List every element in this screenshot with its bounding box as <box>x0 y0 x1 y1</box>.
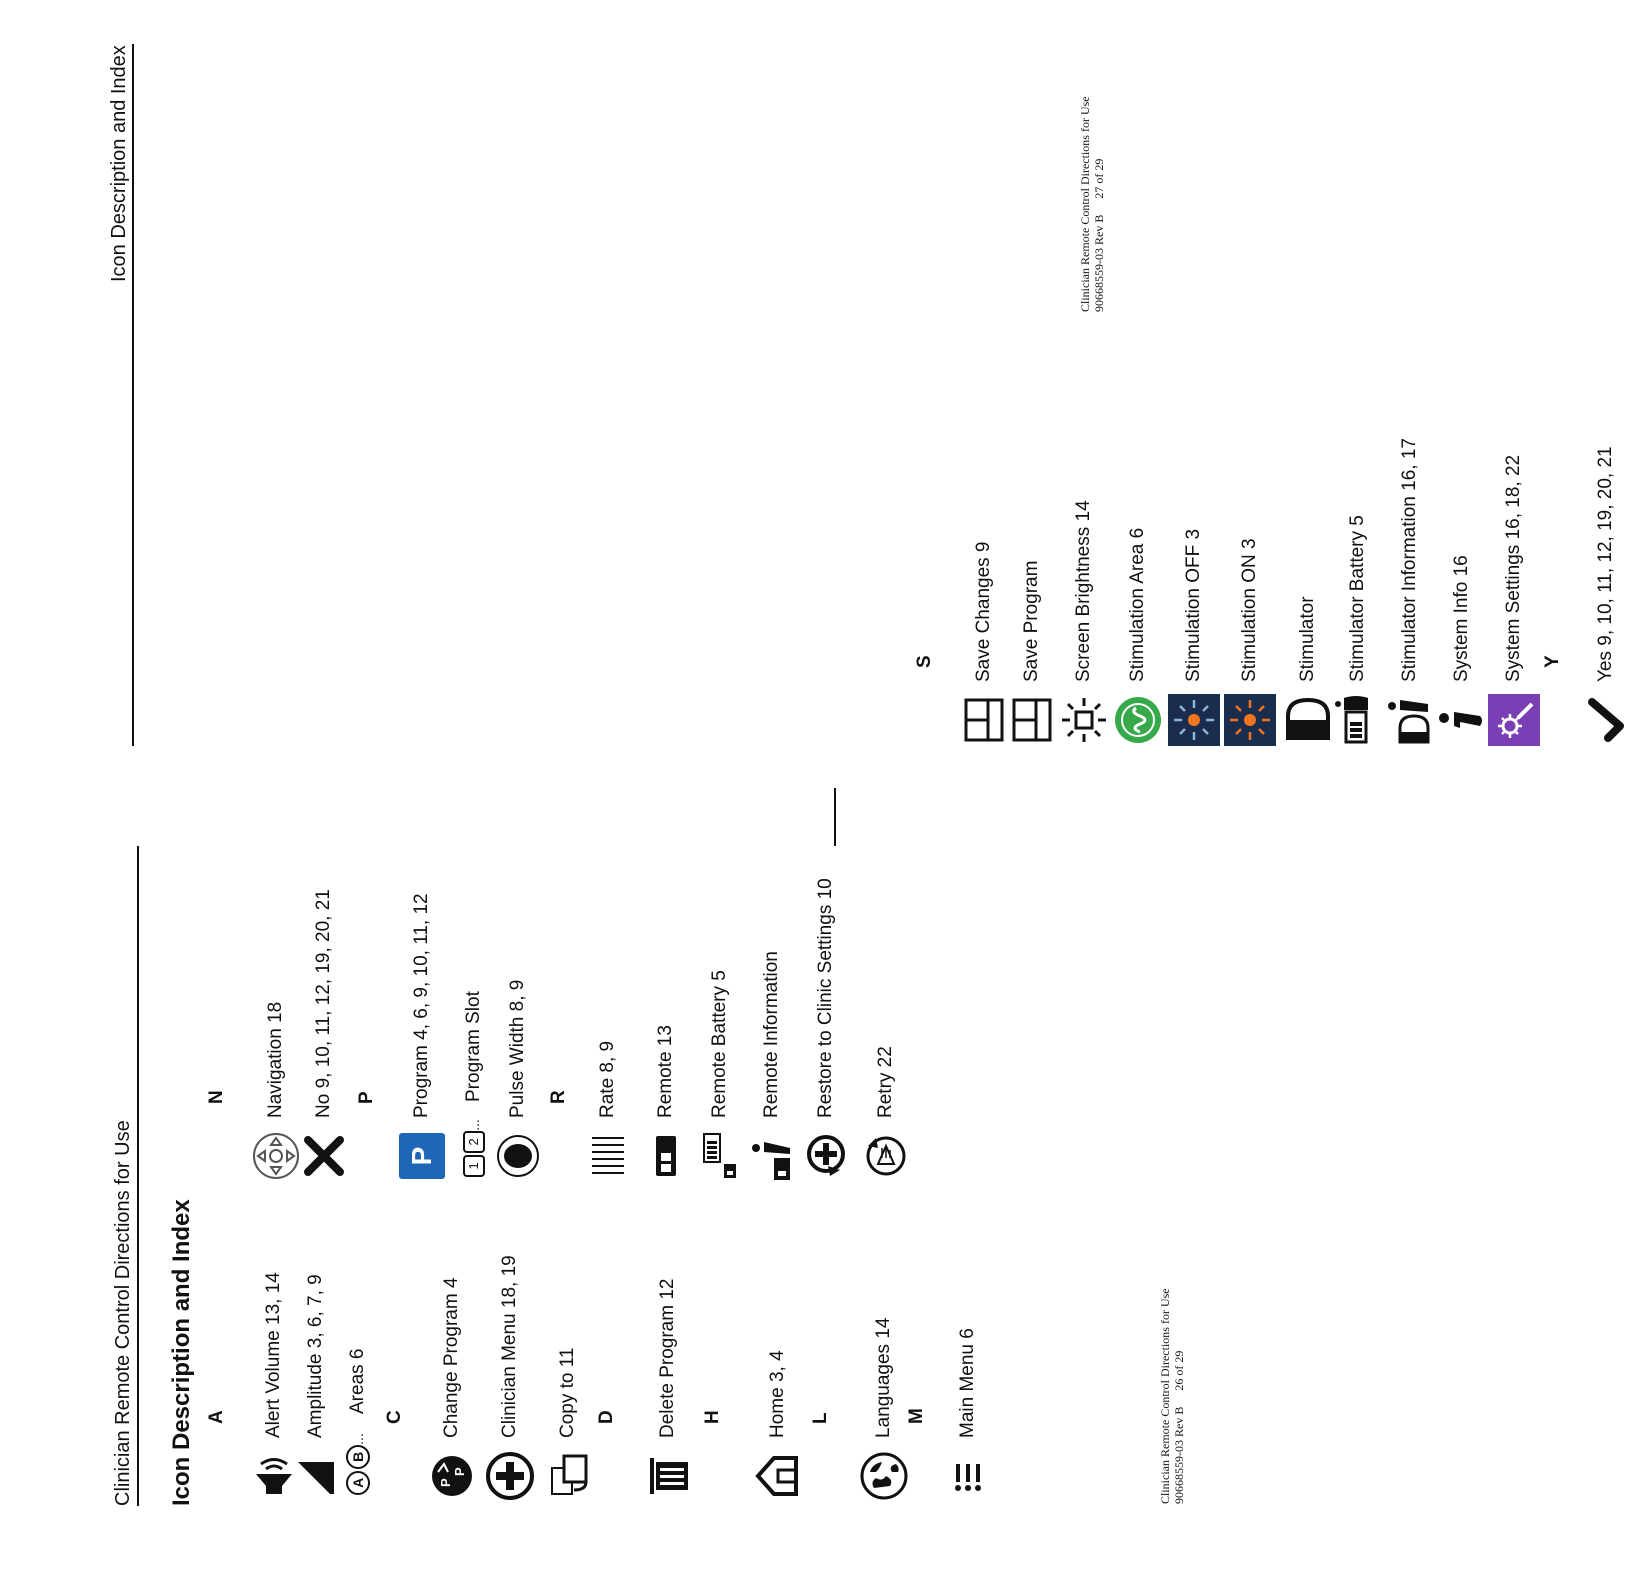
remote-battery-icon <box>694 1128 746 1184</box>
slot-ellipsis: ... <box>466 1119 482 1131</box>
section-letter-s: S <box>914 655 935 668</box>
label-change-program: Change Program 4 <box>441 1277 462 1438</box>
stimulation-area-icon <box>1112 692 1164 748</box>
right-footer <box>1078 96 1106 312</box>
section-letter-c: C <box>384 1410 405 1424</box>
page-heading: Icon Description and Index <box>168 1199 195 1506</box>
program-icon <box>396 1128 448 1184</box>
footer-line-1: Clinician Remote Control Directions for Use <box>1158 1288 1172 1504</box>
section-letter-l: L <box>810 1412 831 1424</box>
pulse-width-icon <box>492 1128 544 1184</box>
label-rate: Rate 8, 9 <box>597 1040 618 1118</box>
page-number: 27 of 29 <box>1092 158 1106 199</box>
entry-restore-clinic <box>800 878 852 1184</box>
globe-icon <box>858 1448 910 1504</box>
label-program: Program 4, 6, 9, 10, 11, 12 <box>411 893 432 1118</box>
label-system-info: System Info 16 <box>1451 555 1472 682</box>
left-footer <box>1158 1288 1186 1504</box>
checkmark-icon <box>1580 692 1632 748</box>
column-rule-left <box>834 788 836 846</box>
label-remote-information: Remote Information <box>761 951 782 1118</box>
footer-line-2 <box>1172 1288 1186 1504</box>
area-a-glyph: A <box>346 1471 370 1495</box>
save-program-icon <box>1006 692 1058 748</box>
doc-number: 90668559-03 Rev B <box>1172 1406 1186 1504</box>
section-letter-a: A <box>206 1410 227 1424</box>
entry-program <box>396 893 448 1184</box>
label-retry: Retry 22 <box>875 1046 896 1118</box>
label-program-slot: Program Slot <box>463 991 484 1102</box>
x-icon <box>298 1128 350 1184</box>
label-alert-volume: Alert Volume 13, 14 <box>263 1272 284 1438</box>
section-letter-y: Y <box>1542 655 1563 668</box>
entry-retry <box>860 1046 912 1184</box>
stimulator-info-icon <box>1384 692 1436 748</box>
settings-icon <box>1488 692 1540 748</box>
label-clinician-menu: Clinician Menu 18, 19 <box>499 1255 520 1438</box>
entry-copy-to <box>542 1348 594 1504</box>
label-main-menu: Main Menu 6 <box>957 1328 978 1438</box>
label-delete-program: Delete Program 12 <box>657 1278 678 1438</box>
rate-icon <box>582 1128 634 1184</box>
header-rule <box>132 44 134 744</box>
remote-info-icon <box>746 1128 798 1184</box>
label-stimulation-off: Stimulation OFF 3 <box>1183 528 1204 682</box>
entry-stimulator-information <box>1384 438 1436 748</box>
label-stimulator-battery: Stimulator Battery 5 <box>1347 515 1368 682</box>
program-badge: P <box>399 1133 445 1179</box>
section-letter-d: D <box>596 1410 617 1424</box>
label-save-program: Save Program <box>1021 560 1042 682</box>
entry-yes <box>1580 446 1632 748</box>
section-letter-p: P <box>356 1091 377 1104</box>
entry-system-info <box>1436 555 1488 748</box>
section-letter-h: H <box>702 1410 723 1424</box>
trash-icon <box>642 1448 694 1504</box>
label-screen-brightness: Screen Brightness 14 <box>1073 500 1094 682</box>
stimulation-off-icon <box>1168 692 1220 748</box>
stimulation-on-icon <box>1224 692 1276 748</box>
areas-icon <box>332 1424 384 1504</box>
entry-delete-program <box>642 1279 694 1504</box>
page-number: 26 of 29 <box>1172 1350 1186 1391</box>
entry-screen-brightness <box>1058 500 1110 748</box>
change-program-icon <box>426 1448 478 1504</box>
section-letter-n: N <box>206 1090 227 1104</box>
brightness-icon <box>1058 692 1110 748</box>
entry-change-program <box>426 1277 478 1504</box>
label-stimulator-information: Stimulator Information 16, 17 <box>1399 438 1420 682</box>
remote-icon <box>640 1128 692 1184</box>
label-stimulation-area: Stimulation Area 6 <box>1127 527 1148 682</box>
footer-line-1: Clinician Remote Control Directions for Use <box>1078 96 1092 312</box>
entry-save-program <box>1006 561 1058 748</box>
entry-stimulation-area <box>1112 528 1164 748</box>
right-page <box>0 0 1563 792</box>
info-icon <box>1436 692 1488 748</box>
label-remote-battery: Remote Battery 5 <box>709 970 730 1118</box>
label-navigation: Navigation 18 <box>265 1001 286 1118</box>
label-languages: Languages 14 <box>873 1317 894 1438</box>
entry-stimulator <box>1282 596 1334 748</box>
entry-remote-battery <box>694 970 746 1184</box>
entry-rate <box>582 1041 634 1184</box>
entry-main-menu <box>942 1328 994 1504</box>
retry-icon <box>860 1128 912 1184</box>
label-copy-to: Copy to 11 <box>557 1347 578 1438</box>
label-save-changes: Save Changes 9 <box>973 541 994 682</box>
right-running-title: Icon Description and Index <box>108 45 130 282</box>
label-stimulation-on: Stimulation ON 3 <box>1239 538 1260 682</box>
label-pulse-width: Pulse Width 8, 9 <box>507 979 528 1118</box>
section-letter-m: M <box>906 1408 927 1424</box>
restore-icon <box>800 1128 852 1184</box>
label-remote: Remote 13 <box>655 1025 676 1118</box>
label-areas: Areas 6 <box>347 1348 368 1414</box>
entry-remote-information <box>746 951 798 1184</box>
header-rule <box>137 846 139 1506</box>
entry-stimulation-on <box>1224 538 1276 748</box>
svg-text:P: P <box>452 1467 467 1476</box>
entry-home <box>752 1350 804 1504</box>
save-changes-icon <box>958 692 1010 748</box>
entry-save-changes <box>958 542 1010 749</box>
label-amplitude: Amplitude 3, 6, 7, 9 <box>305 1274 326 1438</box>
label-system-settings: System Settings 16, 18, 22 <box>1503 454 1524 682</box>
entry-areas <box>332 1349 384 1504</box>
copy-to-icon <box>542 1448 594 1504</box>
area-b-glyph: B <box>346 1445 370 1469</box>
section-letter-r: R <box>548 1090 569 1104</box>
slot-2-glyph: 2 <box>463 1131 485 1153</box>
menu-icon <box>942 1448 994 1504</box>
svg-text:P: P <box>438 1478 453 1487</box>
entry-navigation <box>250 1002 302 1184</box>
stimulator-battery-icon <box>1332 692 1384 748</box>
entry-system-settings <box>1488 455 1540 748</box>
home-icon <box>752 1448 804 1504</box>
entry-stimulator-battery <box>1332 515 1384 748</box>
doc-number: 90668559-03 Rev B <box>1092 214 1106 312</box>
left-page <box>0 792 1224 1584</box>
label-restore-clinic: Restore to Clinic Settings 10 <box>815 878 836 1118</box>
label-no: No 9, 10, 11, 12, 19, 20, 21 <box>313 889 334 1118</box>
label-home: Home 3, 4 <box>767 1350 788 1438</box>
plus-circle-icon <box>484 1448 536 1504</box>
areas-ellipsis: ... <box>350 1433 366 1445</box>
label-stimulator: Stimulator <box>1297 596 1318 682</box>
entry-pulse-width <box>492 980 544 1184</box>
entry-clinician-menu <box>484 1255 536 1504</box>
navigation-pad-icon <box>250 1128 302 1184</box>
running-title: Clinician Remote Control Directions for Use <box>112 1120 134 1506</box>
entry-stimulation-off <box>1168 529 1220 748</box>
entry-languages <box>858 1318 910 1504</box>
slot-1-glyph: 1 <box>463 1155 485 1177</box>
footer-line-2 <box>1092 96 1106 312</box>
stimulator-icon <box>1282 692 1334 748</box>
entry-no <box>298 889 350 1184</box>
entry-remote <box>640 1025 692 1184</box>
label-yes: Yes 9, 10, 11, 12, 19, 20, 21 <box>1595 446 1616 682</box>
